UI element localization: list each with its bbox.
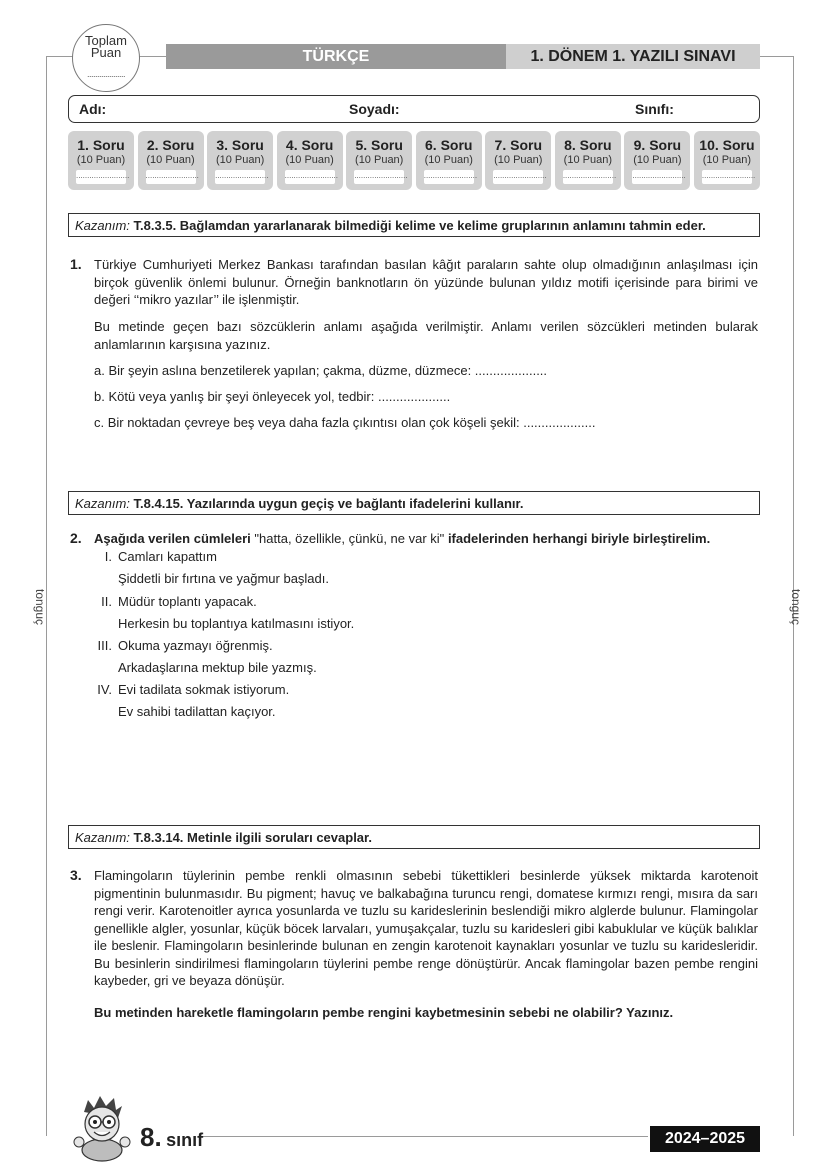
question-number-2: 2.: [70, 530, 82, 546]
question-1-paragraph: Türkiye Cumhuriyeti Merkez Bankası tarafından basılan kâğıt paraların sahte olup olmadığının anlaşılması için birçok güvenlik önlemi bulunur. Örneğin banknotların ön yüzünde bulunan yıldız motifi içerisinde para birimi ve değeri ‘‘mikro yazılar’’ ile işlenmiştir.: [94, 257, 758, 307]
total-score-circle: [72, 24, 140, 92]
question-1-item-c: c. Bir noktadan çevreye beş veya daha fazla çıkıntısı olan çok köşeli şekil: ....................: [94, 415, 596, 430]
question-score-box: 7. Soru (10 Puan) ........................: [485, 131, 551, 190]
question-score-box: 6. Soru (10 Puan) ........................: [416, 131, 482, 190]
question-number-1: 1.: [70, 256, 82, 272]
kazanim-box-3: Kazanım: T.8.3.14. Metinle ilgili soruları cevaplar.: [68, 825, 760, 849]
score-blank[interactable]: ........................: [563, 170, 613, 184]
question-score-box: 5. Soru (10 Puan) ........................: [346, 131, 412, 190]
exam-title: 1. DÖNEM 1. YAZILI SINAVI: [506, 44, 760, 69]
question-score-box: 4. Soru (10 Puan) ........................: [277, 131, 343, 190]
question-score-box: 9. Soru (10 Puan) ........................: [624, 131, 690, 190]
score-blank[interactable]: ........................: [146, 170, 196, 184]
exam-header: [166, 44, 760, 69]
question-2-item-2-line-1: II. Müdür toplantı yapacak.: [101, 594, 257, 609]
frame-bottom-line: [200, 1136, 648, 1137]
question-2-item-1-line-1: I. Camları kapattım: [104, 549, 217, 564]
question-2-item-4-line-2: Ev sahibi tadilattan kaçıyor.: [118, 704, 276, 719]
score-blank[interactable]: ........................: [285, 170, 335, 184]
question-1-item-b: b. Kötü veya yanlış bir şeyi önleyecek yol, tedbir: ....................: [94, 389, 451, 404]
score-blank[interactable]: ........................: [424, 170, 474, 184]
kazanim-box-2: Kazanım: T.8.4.15. Yazılarında uygun geçiş ve bağlantı ifadelerini kullanır.: [68, 491, 760, 515]
side-brand-left: tonguç: [33, 588, 48, 626]
question-score-box: 8. Soru (10 Puan) ........................: [555, 131, 621, 190]
question-score-box: 3. Soru (10 Puan) ........................: [207, 131, 273, 190]
score-blank[interactable]: ........................: [215, 170, 265, 184]
name-label: Adı:: [79, 101, 107, 117]
score-blank[interactable]: ........................: [354, 170, 404, 184]
total-score-blank[interactable]: ...................: [86, 69, 125, 79]
question-2-prompt: Aşağıda verilen cümleleri "hatta, özellikle, çünkü, ne var ki" ifadelerinden herhangi biriyle birleştirelim.: [94, 531, 711, 546]
score-blank[interactable]: ........................: [632, 170, 682, 184]
question-score-box: 2. Soru (10 Puan) ........................: [138, 131, 204, 190]
question-2-item-1-line-2: Şiddetli bir fırtına ve yağmur başladı.: [118, 571, 329, 586]
grade-label: 8. sınıf: [140, 1122, 204, 1152]
question-1-instruction: Bu metinde geçen bazı sözcüklerin anlamı aşağıda verilmiştir. Anlamı verilen sözcükleri metinden bularak anlamlarının karşısına yazınız.: [94, 319, 758, 352]
total-score-label-2: Puan: [90, 45, 122, 60]
score-blank[interactable]: ........................: [76, 170, 126, 184]
total-score-label-1: Toplam: [85, 33, 127, 48]
subject-title: TÜRKÇE: [166, 44, 506, 69]
side-brand-right: tonguç: [789, 588, 804, 626]
academic-year-badge: 2024–2025: [650, 1126, 760, 1152]
question-3-question: Bu metinden hareketle flamingoların pembe rengini kaybetmesinin sebebi ne olabilir? Yazınız.: [94, 1005, 674, 1020]
kazanim-box-1: Kazanım: T.8.3.5. Bağlamdan yararlanarak bilmediği kelime ve kelime gruplarının anlamını tahmin eder.: [68, 213, 760, 237]
score-blank[interactable]: ........................: [702, 170, 752, 184]
class-label: Sınıfı:: [635, 101, 674, 117]
score-blank[interactable]: ........................: [493, 170, 543, 184]
question-2-item-2-line-2: Herkesin bu toplantıya katılmasını istiyor.: [118, 616, 355, 631]
question-score-box: 10. Soru (10 Puan) ........................: [694, 131, 760, 190]
student-info-box[interactable]: [68, 95, 760, 123]
question-1-item-a: a. Bir şeyin aslına benzetilerek yapılan; çakma, düzme, düzmece: ....................: [94, 363, 548, 378]
question-score-table: [68, 131, 760, 190]
question-number-3: 3.: [70, 867, 82, 883]
question-2-item-3-line-1: III. Okuma yazmayı öğrenmiş.: [97, 638, 273, 653]
question-score-box: 1. Soru (10 Puan) ........................: [68, 131, 134, 190]
surname-label: Soyadı:: [349, 101, 400, 117]
question-3-paragraph: Flamingoların tüylerinin pembe renkli olmasının sebebi tükettikleri besinlerde yüksek miktarda karotenoit pigmentinin bulunmasıdır. Bu pigment; havuç ve balkabağına turuncu rengi, domatese kırmızı rengi, mısıra da sarı rengi verir. Karotenoitler ayrıca yosunlarda ve tuzlu su karideslerinin beslendiği mikro alglerde bulunur. Flamingolar genellikle algler, yosunlar, küçük böcek larvaları, yumuşakçalar, tuzlu su karidesleri gibi kabuklular ve küçük balıklar ile beslenir. Flamingoların besinlerinde bulunan en zengin karotenoit kaynakları yosunlar ve tuzlu su karidesleridir. Bu besinlerin sindirilmesi flamingoların tüylerini pembe renge dönüştürür. Ancak flamingolar bazen pembe rengini kaybeder, gri ve beyaza dönüşür.: [94, 868, 758, 988]
mascot-logo-icon: [70, 1092, 134, 1162]
question-2-item-4-line-1: IV. Evi tadilata sokmak istiyorum.: [97, 682, 290, 697]
question-2-item-3-line-2: Arkadaşlarına mektup bile yazmış.: [118, 660, 317, 675]
